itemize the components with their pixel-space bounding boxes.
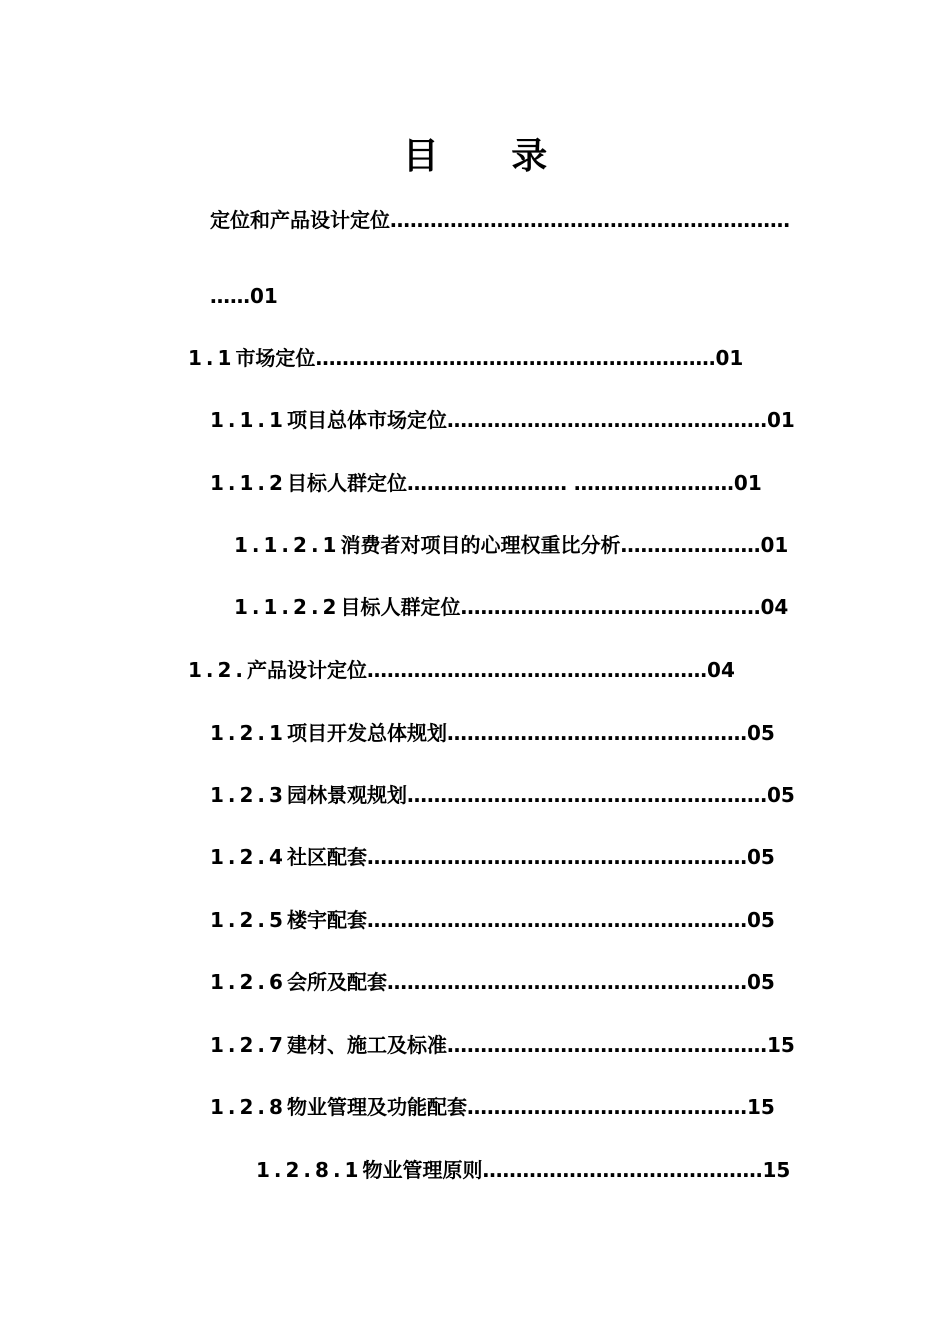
toc-number: 1.1.2.1: [234, 533, 341, 557]
toc-entry-1-2-1: [210, 718, 775, 748]
toc-number: 1.2.6: [210, 970, 287, 994]
toc-title: 目 录: [402, 136, 578, 177]
toc-page-number: 05: [766, 783, 795, 807]
toc-entry-1-2-8: [210, 1092, 775, 1122]
toc-leader-dots: …………………………………………………: [366, 845, 747, 869]
toc-label: 产品设计定位: [247, 658, 368, 682]
toc-number: 1.1: [188, 346, 236, 370]
toc-entry-1-2-5: [210, 905, 775, 935]
toc-leader-dots: ……………………………………………………: [315, 346, 716, 370]
toc-leader-dots: ……………………………………………: [367, 658, 708, 682]
toc-page-number: 01: [760, 533, 789, 557]
toc-label: 社区配套: [286, 845, 367, 869]
toc-entry-1-2-8-1: [256, 1155, 790, 1185]
toc-page-number: 15: [762, 1158, 791, 1182]
toc-leader-dots: ………………………………………………: [406, 783, 767, 807]
toc-number: 1.2.7: [210, 1033, 287, 1057]
toc-page-number: 01: [733, 471, 762, 495]
toc-page-number: 15: [766, 1033, 795, 1057]
toc-label: 项目开发总体规划: [286, 721, 447, 745]
toc-number: 1.2.4: [210, 845, 287, 869]
toc-number: 1.1.2.2: [234, 595, 341, 619]
toc-entry-1-1-2-2: [234, 592, 788, 622]
toc-entry-1-2-4: [210, 842, 775, 872]
toc-entry-1-1-2-1: [234, 530, 788, 560]
toc-number: 1.1.2: [210, 471, 287, 495]
toc-entry-chapter-1-page: [210, 281, 278, 311]
toc-entry-1-2-7: [210, 1030, 795, 1060]
toc-label: 市场定位: [235, 346, 316, 370]
toc-label: 楼宇配套: [286, 908, 367, 932]
toc-page-number: 05: [746, 721, 775, 745]
toc-leader-dots: ………………………………………: [460, 595, 761, 619]
toc-page-number: 05: [746, 908, 775, 932]
toc-leader-dots: …………………: [620, 533, 761, 557]
toc-label: 园林景观规划: [286, 783, 407, 807]
toc-label: 目标人群定位: [340, 595, 461, 619]
toc-label: 目标人群定位: [286, 471, 407, 495]
toc-page-number: 01: [766, 408, 795, 432]
toc-leader-dots: ………………………………………………: [386, 970, 747, 994]
toc-entry-text: ……01: [210, 284, 278, 308]
toc-label: 物业管理原则: [362, 1158, 483, 1182]
toc-label: 建材、施工及标准: [286, 1033, 447, 1057]
toc-entry-1-1: [188, 343, 743, 373]
toc-entry-chapter-1: [210, 205, 790, 235]
toc-leader-dots: …………………………………………: [446, 408, 767, 432]
toc-number: 1.1.1: [210, 408, 287, 432]
toc-page-number: 05: [746, 845, 775, 869]
toc-number: 1.2.8: [210, 1095, 287, 1119]
toc-entry-text: 定位和产品设计定位……………………………………………………: [210, 208, 790, 232]
toc-leader-dots: ……………………………………: [482, 1158, 763, 1182]
toc-page-number: 01: [715, 346, 744, 370]
toc-label: 消费者对项目的心理权重比分析: [340, 533, 621, 557]
toc-leader-dots: ………………………………………: [446, 721, 747, 745]
toc-number: 1.2.: [188, 658, 248, 682]
toc-number: 1.2.5: [210, 908, 287, 932]
toc-number: 1.2.8.1: [256, 1158, 363, 1182]
toc-leader-dots: ……………………………………: [466, 1095, 747, 1119]
toc-label: 物业管理及功能配套: [286, 1095, 467, 1119]
toc-entry-1-2: [188, 655, 735, 685]
toc-label: 项目总体市场定位: [286, 408, 447, 432]
toc-leader-dots: …………………………………………………: [366, 908, 747, 932]
toc-entry-1-1-2: [210, 468, 762, 498]
toc-page-number: 05: [746, 970, 775, 994]
toc-page-number: 04: [707, 658, 735, 682]
toc-leader-dots: …………………………………………: [446, 1033, 767, 1057]
toc-leader-dots: …………………… ……………………: [406, 471, 734, 495]
toc-number: 1.2.1: [210, 721, 287, 745]
toc-number: 1.2.3: [210, 783, 287, 807]
toc-entry-1-2-3: [210, 780, 795, 810]
toc-page-number: 15: [746, 1095, 775, 1119]
toc-page-number: 04: [760, 595, 789, 619]
toc-entry-1-1-1: [210, 405, 795, 435]
toc-entry-1-2-6: [210, 967, 775, 997]
toc-label: 会所及配套: [286, 970, 387, 994]
